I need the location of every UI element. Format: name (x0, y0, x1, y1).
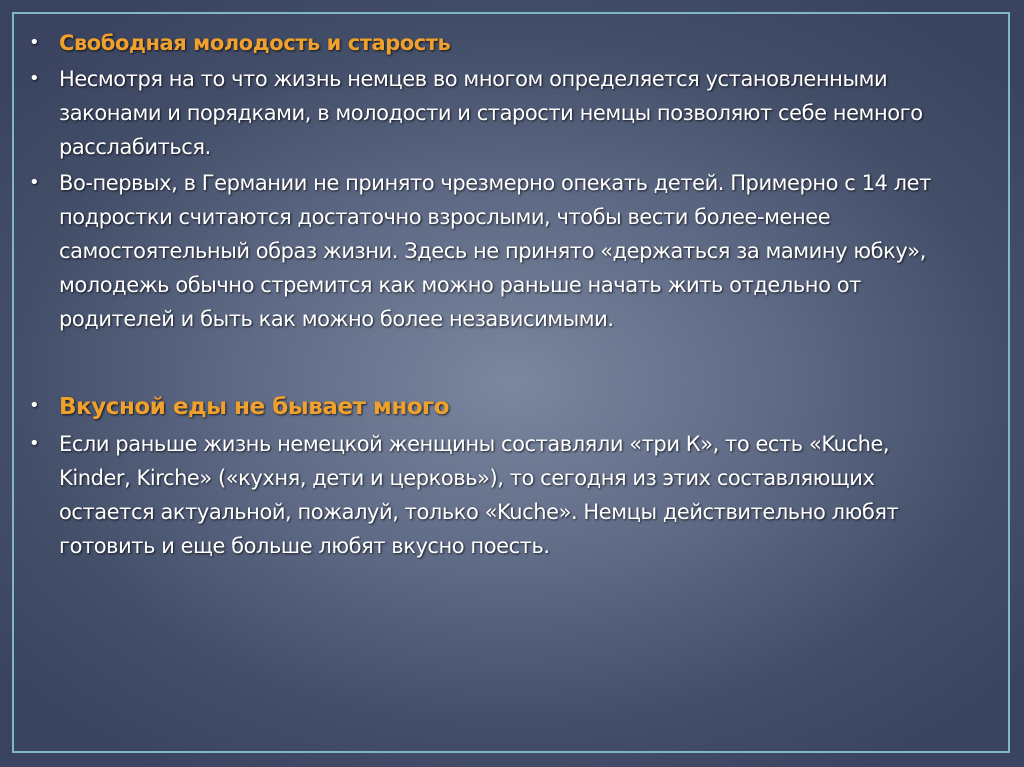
bullet-item-paragraph (22, 166, 962, 336)
bullet-icon: • (29, 433, 40, 454)
bullet-item-paragraph (22, 62, 962, 164)
bullet-icon: • (29, 395, 40, 416)
bullet-icon: • (29, 32, 40, 53)
slide-content (22, 26, 962, 565)
bullet-icon: • (29, 172, 40, 193)
section-heading: Свободная молодость и старость (59, 31, 451, 55)
bullet-item-paragraph (22, 427, 962, 563)
paragraph-text: Несмотря на то что жизнь немцев во многом определяется установленными законами и порядками, в молодости и старости немцы позволяют себе немного расслабиться. (59, 67, 923, 159)
bullet-icon: • (29, 68, 40, 89)
bullet-item-heading-1 (22, 26, 962, 60)
section-spacer (22, 338, 962, 389)
paragraph-text: Во-первых, в Германии не принято чрезмерно опекать детей. Примерно с 14 лет подростки считаются достаточно взрослыми, чтобы вести более-менее самостоятельный образ жизни. Здесь не принято «держаться за мамину юбку», молодежь обычно стремится как можно раньше начать жить отдельно от родителей и быть как можно более независимыми. (59, 171, 931, 331)
bullet-item-heading-2 (22, 389, 962, 425)
section-heading: Вкусной еды не бывает много (59, 394, 450, 420)
paragraph-text: Если раньше жизнь немецкой женщины составляли «три К», то есть «Kuche, Kinder, Kirche» («кухня, дети и церковь»), то сегодня из этих составляющих остается актуальной, пожалуй, только «Kuche». Немцы действительно любят готовить и еще больше любят вкусно поесть. (59, 432, 899, 558)
